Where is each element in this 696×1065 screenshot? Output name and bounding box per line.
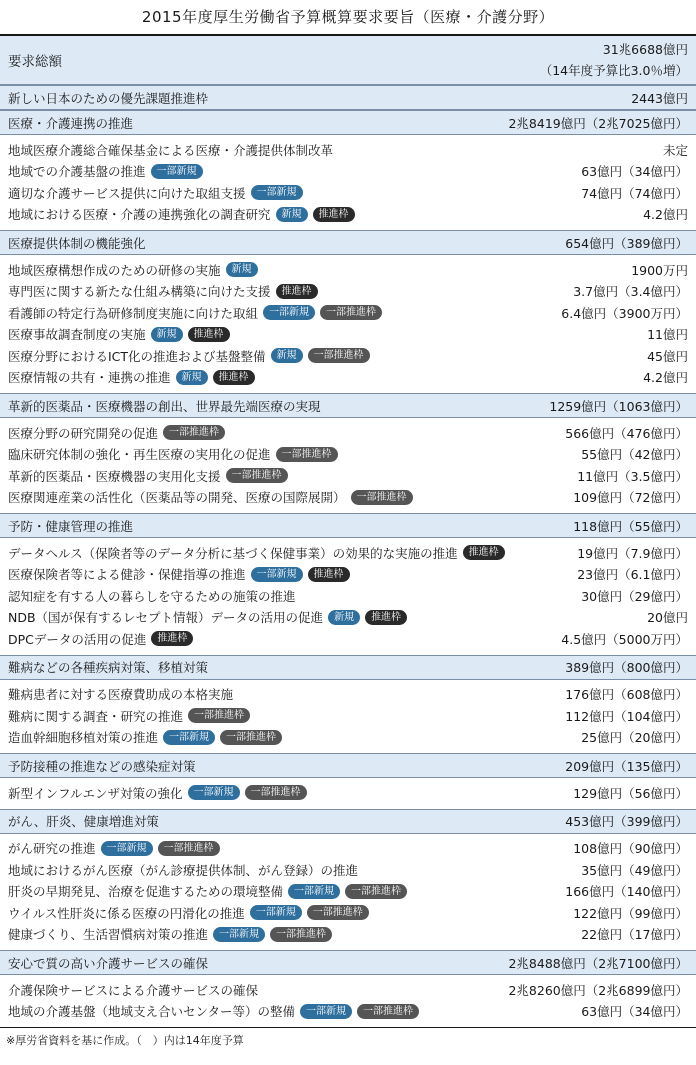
item-amount: 未定 (662, 142, 688, 158)
section-label: 医療提供体制の機能強化 (8, 235, 146, 251)
item-amount: 63億円（34億円） (581, 1004, 688, 1020)
item-tag-badge: 一部推進枠 (270, 927, 332, 942)
item-tag-badge: 一部新規 (288, 884, 340, 899)
item-tag-badge: 一部推進枠 (308, 348, 370, 363)
item-tag-badge: 一部新規 (251, 185, 303, 200)
item-tag-badge: 新規 (328, 610, 360, 625)
section-label: 難病などの各種疾病対策、移植対策 (8, 660, 209, 675)
item-tag-badge: 推進枠 (188, 327, 230, 342)
table-row (0, 259, 696, 281)
item-tag-badge: 一部新規 (101, 841, 153, 856)
item-tag-badge: 一部推進枠 (351, 490, 413, 505)
item-text: ウイルス性肝炎に係る医療の円滑化の推進 (8, 905, 245, 921)
item-amount: 20億円 (647, 610, 688, 626)
item-amount: 3.7億円（3.4億円） (573, 284, 688, 300)
item-tag-badge: 推進枠 (365, 610, 407, 625)
table-row (0, 487, 696, 509)
item-text: 難病患者に対する医療費助成の本格実施 (8, 687, 234, 703)
item-amount: 1900万円 (631, 262, 688, 278)
section-amount: 453億円（399億円） (565, 814, 688, 829)
item-amount: 122億円（99億円） (573, 905, 688, 921)
table-row (0, 444, 696, 466)
table-row (0, 585, 696, 607)
table-row (0, 564, 696, 586)
total-note: （14年度予算比3.0％増） (539, 63, 688, 78)
item-text: 地域での介護基盤の推進 (8, 164, 146, 180)
item-tag-badge: 推進枠 (151, 631, 193, 646)
item-text: 造血幹細胞移植対策の推進 (8, 730, 159, 746)
item-text: 医療分野の研究開発の促進 (8, 425, 159, 441)
section-label: 予防・健康管理の推進 (8, 518, 134, 534)
section-header (0, 110, 696, 135)
table-row (0, 782, 696, 804)
item-amount: 566億円（476億円） (565, 425, 688, 441)
section-items (0, 255, 696, 393)
section-label: 新しい日本のための優先課題推進枠 (8, 90, 209, 106)
section-label: がん、肝炎、健康増進対策 (8, 814, 159, 829)
section-header (0, 513, 696, 538)
table-row (0, 1001, 696, 1023)
table-row (0, 628, 696, 650)
section-items (0, 135, 696, 230)
section-items (0, 834, 696, 951)
item-tag-badge: 一部推進枠 (245, 785, 307, 800)
budget-table (0, 34, 696, 1028)
item-tag-badge: 推進枠 (313, 207, 355, 222)
item-tag-badge: 一部推進枠 (226, 468, 288, 483)
section-header (0, 753, 696, 778)
item-text: 地域医療介護総合確保基金による医療・介護提供体制改革 (8, 142, 334, 158)
item-tag-badge: 一部推進枠 (163, 425, 225, 440)
item-amount: 22億円（17億円） (581, 927, 688, 943)
section-amount: 1259億円（1063億円） (549, 398, 688, 414)
section-amount: 2兆8488億円（2兆7100億円） (508, 955, 688, 971)
item-tag-badge: 推進枠 (276, 284, 318, 299)
section-header (0, 230, 696, 255)
item-tag-badge: 推進枠 (213, 370, 255, 385)
section-items (0, 778, 696, 809)
section-label: 予防接種の推進などの感染症対策 (8, 758, 196, 774)
section-header (0, 85, 696, 110)
item-text: 地域の介護基盤（地域支え合いセンター等）の整備 (8, 1004, 296, 1020)
table-row (0, 979, 696, 1001)
item-amount: 23億円（6.1億円） (577, 567, 688, 583)
item-text: 地域における医療・介護の連携強化の調査研究 (8, 207, 271, 223)
item-amount: 63億円（34億円） (581, 164, 688, 180)
item-text: 医療分野におけるICT化の推進および基盤整備 (8, 348, 266, 364)
item-amount: 109億円（72億円） (573, 490, 688, 506)
item-tag-badge: 一部推進枠 (220, 730, 282, 745)
section-amount: 118億円（55億円） (573, 518, 688, 534)
item-text: NDB（国が保有するレセプト情報）データの活用の促進 (8, 610, 324, 626)
item-text: がん研究の推進 (8, 841, 96, 857)
item-amount: 74億円（74億円） (581, 185, 688, 201)
item-text: 臨床研究体制の強化・再生医療の実用化の促進 (8, 447, 271, 463)
section-amount: 209億円（135億円） (565, 758, 688, 774)
item-amount: 4.2億円 (643, 370, 688, 386)
item-tag-badge: 新規 (276, 207, 308, 222)
item-tag-badge: 一部推進枠 (357, 1004, 419, 1019)
table-row (0, 422, 696, 444)
item-tag-badge: 新規 (226, 262, 258, 277)
item-tag-badge: 新規 (176, 370, 208, 385)
table-row (0, 542, 696, 564)
item-text: DPCデータの活用の促進 (8, 631, 147, 647)
table-row (0, 345, 696, 367)
item-tag-badge: 一部推進枠 (345, 884, 407, 899)
table-row (0, 881, 696, 903)
item-amount: 108億円（90億円） (573, 841, 688, 857)
item-amount: 176億円（608億円） (565, 687, 688, 703)
item-tag-badge: 推進枠 (308, 567, 350, 582)
item-amount: 30億円（29億円） (581, 588, 688, 604)
section-header (0, 393, 696, 418)
item-amount: 25億円（20億円） (581, 730, 688, 746)
table-row (0, 684, 696, 706)
item-text: 地域におけるがん医療（がん診療提供体制、がん登録）の推進 (8, 862, 359, 878)
section-items (0, 418, 696, 513)
section-amount: 2443億円 (631, 90, 688, 106)
item-amount: 11億円（3.5億円） (577, 468, 688, 484)
section-list (0, 85, 696, 1027)
item-text: 医療情報の共有・連携の推進 (8, 370, 171, 386)
table-row (0, 302, 696, 324)
item-tag-badge: 一部推進枠 (320, 305, 382, 320)
item-amount: 35億円（49億円） (581, 862, 688, 878)
item-text: 新型インフルエンザ対策の強化 (8, 785, 183, 801)
section-amount: 654億円（389億円） (565, 235, 688, 251)
item-tag-badge: 一部新規 (250, 905, 302, 920)
item-text: 認知症を有する人の暮らしを守るための施策の推進 (8, 588, 296, 604)
item-amount: 4.5億円（5000万円） (561, 631, 688, 647)
total-row (0, 36, 696, 85)
item-text: 医療保険者等による健診・保健指導の推進 (8, 567, 246, 583)
item-tag-badge: 一部推進枠 (276, 447, 338, 462)
item-amount: 129億円（56億円） (573, 785, 688, 801)
section-items (0, 680, 696, 754)
table-row (0, 161, 696, 183)
item-tag-badge: 一部推進枠 (307, 905, 369, 920)
section-amount: 2兆8419億円（2兆7025億円） (508, 115, 688, 131)
total-label: 要求総額 (8, 54, 62, 70)
footnote: ※厚労省資料を基に作成。（ ）内は14年度予算 (6, 1034, 244, 1047)
table-row (0, 859, 696, 881)
section-header (0, 809, 696, 834)
section-amount: 389億円（800億円） (565, 660, 688, 675)
item-amount: 4.2億円 (643, 207, 688, 223)
item-amount: 55億円（42億円） (581, 447, 688, 463)
item-amount: 166億円（140億円） (565, 884, 688, 900)
item-text: 難病に関する調査・研究の推進 (8, 708, 184, 724)
item-tag-badge: 一部新規 (163, 730, 215, 745)
item-tag-badge: 推進枠 (463, 545, 505, 560)
item-tag-badge: 新規 (271, 348, 303, 363)
item-tag-badge: 一部新規 (300, 1004, 352, 1019)
total-amount: 31兆6688億円 (602, 42, 688, 57)
table-row (0, 838, 696, 860)
section-header (0, 655, 696, 680)
item-amount: 2兆8260億円（2兆6899億円） (508, 982, 688, 998)
item-text: 看護師の特定行為研修制度実施に向けた取組 (8, 305, 259, 321)
item-tag-badge: 一部新規 (213, 927, 265, 942)
item-tag-badge: 新規 (151, 327, 183, 342)
table-row (0, 281, 696, 303)
table-row (0, 139, 696, 161)
section-label: 革新的医薬品・医療機器の創出、世界最先端医療の実現 (8, 398, 321, 414)
item-amount: 45億円 (647, 348, 688, 364)
table-row (0, 465, 696, 487)
item-tag-badge: 一部新規 (263, 305, 315, 320)
item-text: 介護保険サービスによる介護サービスの確保 (8, 982, 259, 998)
item-amount: 19億円（7.9億円） (577, 545, 688, 561)
table-row (0, 902, 696, 924)
table-row (0, 182, 696, 204)
item-tag-badge: 一部新規 (251, 567, 303, 582)
table-row (0, 367, 696, 389)
table-row (0, 727, 696, 749)
item-amount: 112億円（104億円） (565, 708, 688, 724)
item-tag-badge: 一部推進枠 (158, 841, 220, 856)
item-tag-badge: 一部新規 (188, 785, 240, 800)
item-text: 医療事故調査制度の実施 (8, 327, 146, 343)
section-items (0, 538, 696, 655)
section-label: 医療・介護連携の推進 (8, 115, 134, 131)
item-text: 専門医に関する新たな仕組み構築に向けた支援 (8, 284, 271, 300)
item-text: 地域医療構想作成のための研修の実施 (8, 262, 221, 278)
item-text: 肝炎の早期発見、治療を促進するための環境整備 (8, 884, 284, 900)
item-text: 医療関連産業の活性化（医薬品等の開発、医療の国際展開） (8, 490, 346, 506)
table-row (0, 705, 696, 727)
section-header (0, 950, 696, 975)
item-text: 適切な介護サービス提供に向けた取組支援 (8, 185, 246, 201)
item-text: 革新的医薬品・医療機器の実用化支援 (8, 468, 221, 484)
item-amount: 11億円 (647, 327, 688, 343)
table-row (0, 324, 696, 346)
table-title: 2015年度厚生労働省予算概算要求要旨（医療・介護分野） (141, 8, 555, 26)
item-tag-badge: 一部推進枠 (188, 708, 250, 723)
table-row (0, 607, 696, 629)
section-label: 安心で質の高い介護サービスの確保 (8, 955, 209, 971)
item-amount: 6.4億円（3900万円） (561, 305, 688, 321)
table-row (0, 204, 696, 226)
table-row (0, 924, 696, 946)
item-text: データヘルス（保険者等のデータ分析に基づく保健事業）の効果的な実施の推進 (8, 545, 458, 561)
item-tag-badge: 一部新規 (151, 164, 203, 179)
section-items (0, 975, 696, 1027)
item-text: 健康づくり、生活習慣病対策の推進 (8, 927, 209, 943)
